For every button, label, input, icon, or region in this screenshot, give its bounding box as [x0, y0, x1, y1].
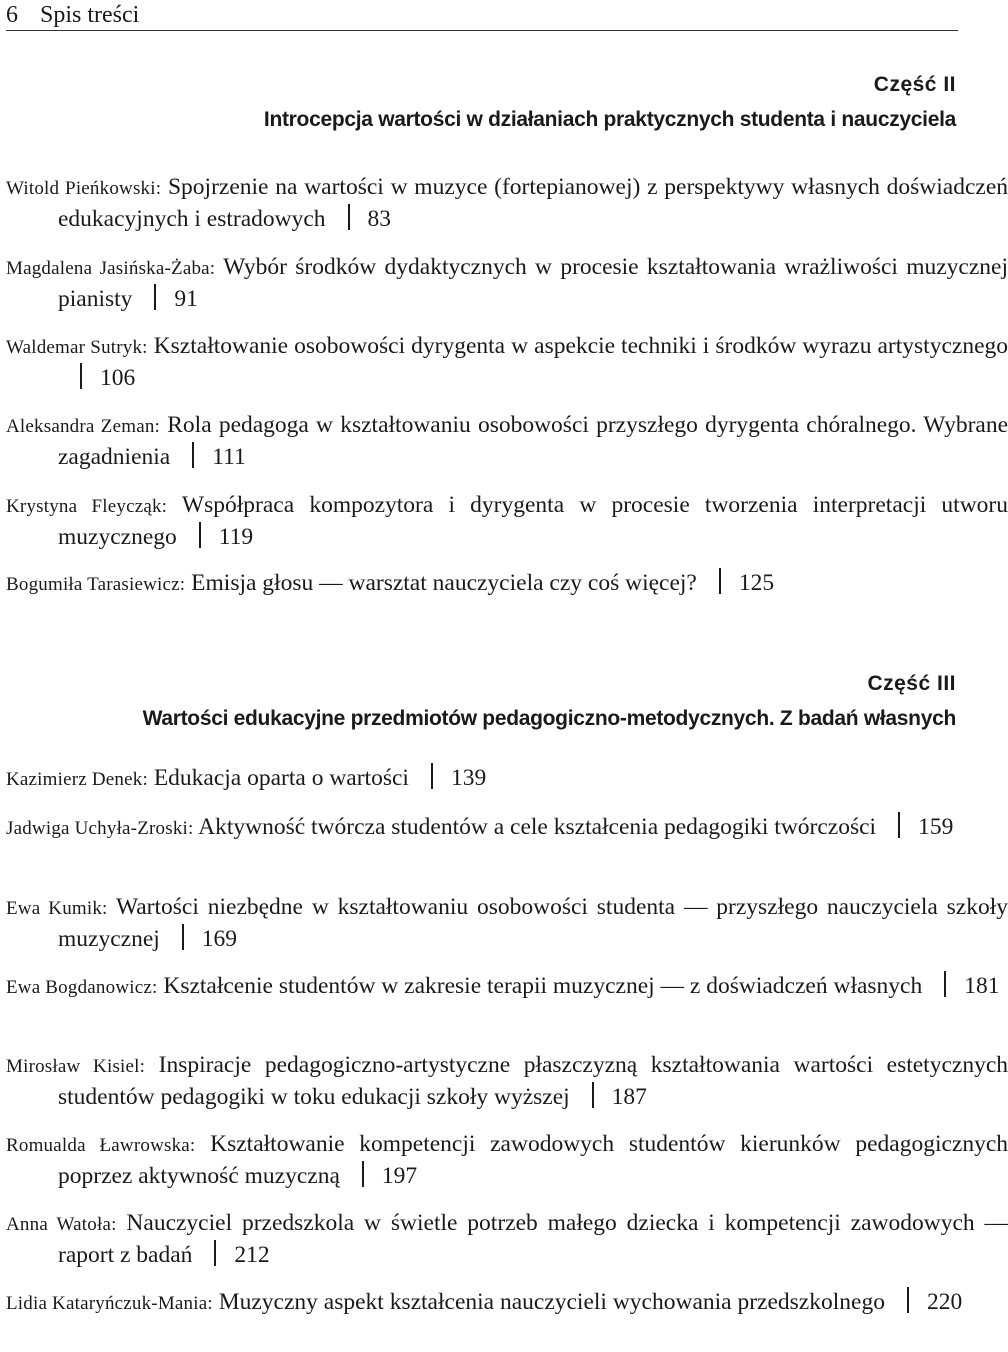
entry-page: 197 [381, 1163, 418, 1189]
page-number: 6 [6, 2, 18, 28]
entry-page: 111 [212, 444, 246, 470]
page-separator [192, 442, 194, 468]
toc-entry[interactable] [6, 1287, 1008, 1319]
page-separator [431, 763, 433, 789]
entry-author: Ewa Bogdanowicz: [6, 977, 158, 998]
entry-title: Wartości niezbędne w kształtowaniu osobowości studenta — przyszłego nauczyciela szkoły muzycznej [58, 894, 1008, 952]
page-separator [944, 971, 946, 997]
entry-author: Ewa Kumik: [6, 898, 108, 919]
entry-page: 139 [450, 765, 487, 791]
page-separator [362, 1161, 364, 1187]
entry-title: Inspiracje pedagogiczno-artystyczne płaszczyzną kształtowania wartości estetycznych studentów pedagogiki w toku edukacji szkoły wyższej [58, 1052, 1008, 1110]
entry-title: Emisja głosu — warsztat nauczyciela czy coś więcej? [191, 570, 697, 596]
toc-entry[interactable] [6, 410, 1008, 472]
page-separator [348, 204, 350, 230]
entry-page: 83 [367, 206, 392, 232]
entry-page: 181 [964, 973, 1000, 999]
toc-entry[interactable] [6, 331, 1008, 393]
part-title: Introcepcja wartości w działaniach praktycznych studenta i nauczyciela [263, 108, 956, 131]
entry-page: 91 [174, 286, 198, 312]
entry-title: Nauczyciel przedszkola w świetle potrzeb małego dziecka i kompetencji zawodowych — raport z badań [58, 1210, 1008, 1268]
part-heading [143, 671, 956, 733]
entry-author: Magdalena Jasińska-Żaba: [6, 258, 216, 279]
entry-author: Bogumiła Tarasiewicz: [6, 574, 186, 595]
toc-entry[interactable] [6, 763, 1008, 795]
entry-page: 212 [234, 1242, 270, 1268]
entry-title: Spojrzenie na wartości w muzyce (fortepianowej) z perspektywy własnych doświadczeń edukacyjnych i estradowych [58, 174, 1008, 232]
entry-title: Kształtowanie osobowości dyrygenta w aspekcie techniki i środków wyrazu artystycznego [153, 333, 1008, 359]
entry-title: Kształcenie studentów w zakresie terapii muzycznej — z doświadczeń własnych [163, 973, 923, 999]
toc-entry[interactable] [6, 1208, 1008, 1270]
entry-page: 106 [100, 365, 136, 391]
running-title: Spis treści [40, 2, 140, 28]
page-separator [719, 568, 721, 594]
toc-entry[interactable] [6, 252, 1008, 314]
entry-page: 159 [918, 814, 954, 840]
entry-title: Rola pedagoga w kształtowaniu osobowości przyszłego dyrygenta chóralnego. Wybrane zagadnienia [58, 412, 1008, 470]
page-separator [199, 522, 201, 548]
entry-author: Krystyna Fleycząk: [6, 496, 168, 517]
entry-page: 187 [611, 1084, 647, 1110]
entry-author: Kazimierz Denek: [6, 769, 148, 790]
entry-author: Anna Watoła: [6, 1214, 117, 1235]
entry-title: Muzyczny aspekt kształcenia nauczycieli wychowania przedszkolnego [218, 1289, 885, 1315]
entry-page: 119 [218, 524, 254, 550]
entry-author: Witold Pieńkowski: [6, 178, 162, 199]
page-separator [898, 812, 900, 838]
page-separator [907, 1287, 909, 1313]
part-label: Część II [873, 73, 956, 96]
entry-author: Romualda Ławrowska: [6, 1135, 196, 1156]
entry-author: Jadwiga Uchyła-Zroski: [6, 818, 194, 839]
toc-entry[interactable] [6, 1129, 1008, 1191]
entry-title: Edukacja oparta o wartości [153, 765, 409, 791]
page-separator [154, 284, 156, 310]
toc-entry[interactable] [6, 812, 1008, 844]
entry-author: Aleksandra Zeman: [6, 416, 161, 437]
entry-page: 125 [738, 570, 775, 596]
toc-entry[interactable] [6, 568, 1008, 600]
part-heading [264, 72, 956, 134]
toc-entry[interactable] [6, 490, 1008, 552]
part-label: Część III [867, 672, 956, 695]
entry-author: Waldemar Sutryk: [6, 337, 148, 358]
toc-entry[interactable] [6, 892, 1008, 954]
part-title: Wartości edukacyjne przedmiotów pedagogiczno-metodycznych. Z badań własnych [142, 707, 956, 730]
page-header [6, 0, 958, 31]
toc-entry[interactable] [6, 1050, 1008, 1112]
page-separator [214, 1240, 216, 1266]
toc-entry[interactable] [6, 971, 1008, 1003]
page-separator [592, 1082, 594, 1108]
toc-entry[interactable] [6, 172, 1008, 234]
entry-author: Mirosław Kisiel: [6, 1056, 146, 1077]
entry-page: 220 [926, 1289, 963, 1315]
entry-title: Aktywność twórcza studentów a cele kształcenia pedagogiki twórczości [198, 814, 877, 840]
page-separator [182, 924, 184, 950]
entry-author: Lidia Kataryńczuk-Mania: [6, 1293, 213, 1314]
entry-title: Wybór środków dydaktycznych w procesie kształtowania wrażliwości muzycznej pianisty [58, 254, 1008, 312]
entry-page: 169 [201, 926, 238, 952]
entry-title: Współpraca kompozytora i dyrygenta w procesie tworzenia interpretacji utworu muzycznego [58, 492, 1008, 550]
page-separator [80, 363, 82, 389]
entry-title: Kształtowanie kompetencji zawodowych studentów kierunków pedagogicznych poprzez aktywność muzyczną [58, 1131, 1008, 1189]
